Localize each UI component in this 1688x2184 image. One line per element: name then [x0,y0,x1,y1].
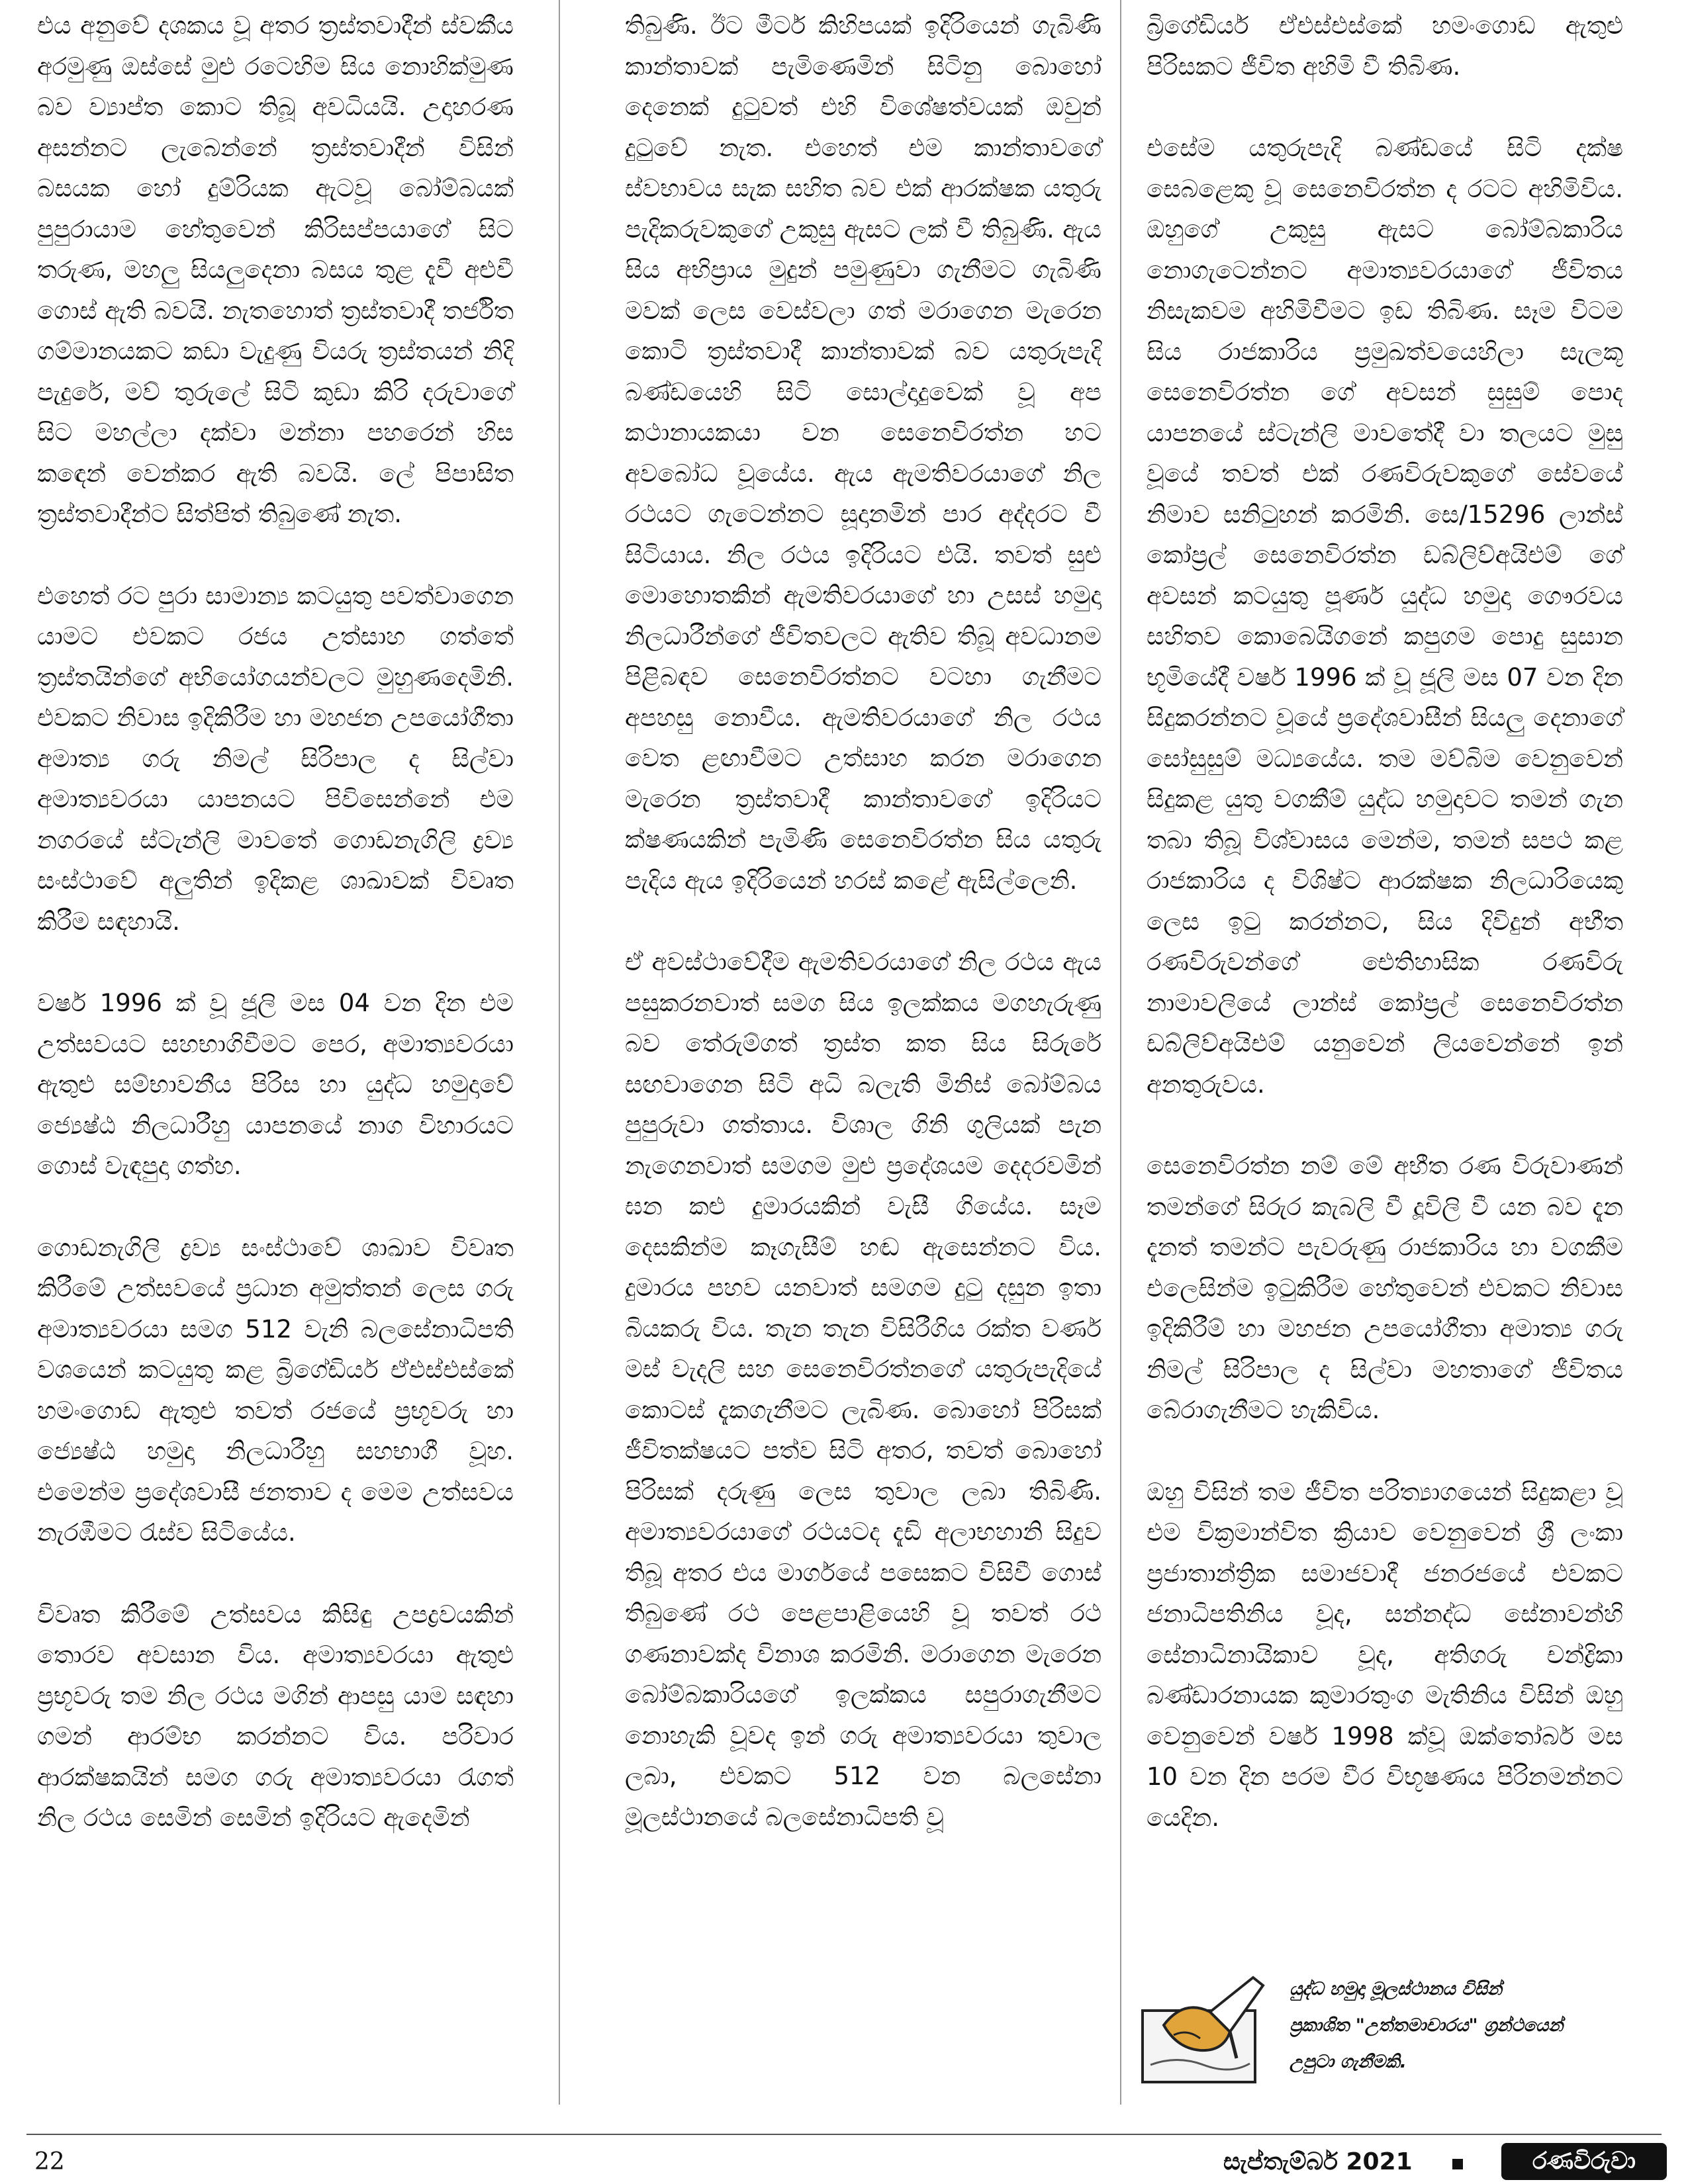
paragraph: තිබුණි. ඊට මීටර් කිහිපයක් ඉදිරියෙන් ගැබිණි කාන්තාවක් පැමිණෙමින් සිටිනු බොහෝ දෙනෙක් දුටුවත් එහි විශේෂත්වයක් ඔවුන් දුටුවේ නැත. එහෙත් එම කාන්තාවගේ ස්වභාවය සැක සහිත බව එක් ආරක්ෂක යතුරු පැදිකරුවකුගේ උකුසු ඇසට ලක් වී තිබුණි. ඇය සිය අභිප්‍රාය මුදුන් පමුණුවා ගැනීමට ගැබිණි මවක් ලෙස වෙස්වලා ගත් මරාගෙන මැරෙන කොටි ත්‍රස්තවාදී කාන්තාවක් බව යතුරුපැදි බණ්ඩයෙහි සිටි සොල්දාදුවෙක් වූ අප කථානායකයා වන සෙනෙවිරත්න හට අවබෝධ වූයේය. ඇය ඇමතිවරයාගේ නිල රථයට ගැටෙන්නට සූදානමින් පාර අද්දරට වී සිටියාය. නිල රථය ඉදිරියට එයි. තවත් සුළු මොහොතකින් ඇමතිවරයාගේ හා උසස් හමුදා නිලධාරීන්ගේ ජීවිතවලට ඇතිව තිබූ අවධානම පිළිබඳව සෙනෙවිරත්නට වටහා ගැනීමට අපහසු නොවීය. ඇමතිවරයාගේ නිල රථය වෙත ළඟාවීමට උත්සාහ කරන මරාගෙන මැරෙන ත්‍රස්තවාදී කාන්තාවගේ ඉදිරියට ක්ෂණයකින් පැමිණි සෙනෙවිරත්න සිය යතුරු පැදිය ඇය ඉදිරියෙන් හරස් කළේ ඇසිල්ලෙනි. [625,11,1102,895]
separator-square-icon [1452,2159,1463,2169]
credit-line-1: යුද්ධ හමුදා මූලස්ථානය විසින් [1289,1979,1502,1999]
paragraph: ඔහු විසින් තම ජීවිත පරිත්‍යාගයෙන් සිදුකළා වූ එම වික්‍රමාන්විත ක්‍රියාව වෙනුවෙන් ශ්‍රී ලංකා ප්‍රජාතාන්ත්‍රික සමාජවාදී ජනරජයේ එවකට ජනාධිපතිනිය වූද, සන්නද්ධ සේනාවන්හි සේනාධිනායිකාව වූද, අතිගරු චන්ද්‍රිකා බණ්ඩාරනායක කුමාරතුංග මැතිනිය විසින් ඔහු වෙනුවෙන් වර්ෂ 1998 ක්වූ ඔක්තෝබර් මස 10 වන දින පරම වීර විභූෂණය පිරිනමන්නට යෙදින. [1147,1477,1623,1832]
footer-rule [26,2134,1662,2135]
source-credit [1137,1966,1647,2105]
column-divider [559,0,560,2105]
article-column-1 [37,5,514,1839]
paragraph: ඒ අවස්ථාවේදීම ඇමතිවරයාගේ නිල රථය ඇය පසුකරනවාත් සමග සිය ඉලක්කය මගහැරුණු බව තේරුම්ගත් ත්‍රස්ත කත සිය සිරුරේ සඟවාගෙන සිටි අධි බලැති මිනිස් බෝම්බය පුපුරුවා ගත්තාය. විශාල ගිනි ගුලියක් පැන නැගෙනවාත් සමගම මුළු ප්‍රදේශයම දෙදරවමින් ඝන කළු දුමාරයකින් වැසී ගියේය. සෑම දෙසකින්ම කෑගැසීම් හඬ ඇසෙන්නට විය. දුමාරය පහව යනවාත් සමගම දුටු දසුන ඉතා බියකරු විය. තැන තැන විසිරීගිය රක්ත වර්ණ මස් වැදලි සහ සෙනෙවිරත්නගේ යතුරුපැදියේ කොටස් දැකගැනීමට ලැබිණ. බොහෝ පිරිසක් ජීවිතක්ෂයට පත්ව සිටි අතර, තවත් බොහෝ පිරිසක් දරුණු ලෙස තුවාල ලබා තිබිණි. අමාත්‍යවරයාගේ රථයටද දැඩි අලාභහානි සිදුව තිබූ අතර එය මාර්ගයේ පසෙකට විසිවී ගොස් තිබුණේ රථ පෙළපාළියෙහි වූ තවත් රථ ගණනාවක්ද විනාශ කරමිනි. මරාගෙන මැරෙන බෝම්බකාරියගේ ඉලක්කය සපුරාගැනීමට නොහැකි වූවද ඉන් ගරු අමාත්‍යවරයා තුවාල ලබා, එවකට 512 වන බලසේනා මූලස්ථානයේ බලසේනාධිපති වූ [625,948,1102,1831]
page-number: 22 [34,2148,65,2175]
article-column-3 [1147,5,1623,1838]
hand-writing-quill-icon [1137,1972,1270,2091]
paragraph: බ්‍රිගේඩියර් ඒඑස්එස්කේ හමංගොඩ ඇතුළු පිරිසකට ජීවිත අහිමි වී තිබිණ. [1147,11,1623,81]
paragraph: වර්ෂ 1996 ක් වූ ජූලි මස 04 වන දින එම උත්සවයට සහභාගිවීමට පෙර, අමාත්‍යවරයා ඇතුළු සම්භාවනීය පිරිස හා යුද්ධ හමුදාවේ ජ්‍යෙෂ්ඨ නිලධාරීහු යාපනයේ නාග විහාරයට ගොස් වැඳපුදා ගත්හ. [37,989,514,1180]
article-column-2 [625,5,1102,1837]
paragraph: එසේම යතුරුපැදි බණ්ඩයේ සිටි දක්ෂ සෙබළෙකු වූ සෙනෙවිරත්න ද රටට අහිමිවිය. ඔහුගේ උකුසු ඇසට බෝම්බකාරිය නොගැටෙන්නට අමාත්‍යවරයාගේ ජීවිතය නිසැකවම අහිමිවීමට ඉඩ තිබිණ. සෑම විටම සිය රාජකාරිය ප්‍රමුඛත්වයෙහිලා සැලකූ සෙනෙවිරත්න ගේ අවසන් සුසුම් පොද යාපනයේ ස්ටැන්ලි මාවතේදී වා තලයට මුසු වූයේ තවත් එක් රණවිරුවකුගේ සේවයේ නිමාව සනිටුහන් කරමිනි. සෙ/15296 ලාන්ස් කෝප්‍රල් සෙනෙවිරත්න ඩබ්ලිව්අයිඑම් ගේ අවසන් කටයුතු පූර්ණ යුද්ධ හමුදා ගෞරවය සහිතව කොබෙයිගනේ කපුගම පොදු සුසාන භූමියේදී වර්ෂ 1996 ක් වූ ජූලි මස 07 වන දින සිදුකරන්නට වූයේ ප්‍රදේශවාසීන් සියලු දෙනාගේ සෝසුසුම් මධ්‍යයේය. තම මව්බිම වෙනුවෙන් සිදුකළ යුතු වගකීම් යුද්ධ හමුදාවට තමන් ගැන තබා තිබූ විශ්වාසය මෙන්ම, තමන් සපථ කළ රාජකාරිය ද විශිෂ්ට ආරක්ෂක නිලධාරියෙකු ලෙස ඉටු කරන්නට, සිය දිවිදුන් අභීත රණවිරුවන්ගේ ඓතිහාසික රණවිරු නාමාවලියේ ලාන්ස් කෝප්‍රල් සෙනෙවිරත්න ඩබ්ලිව්අයිඑම් යනුවෙන් ලියවෙන්නේ ඉන් අනතුරුවය. [1147,134,1623,1099]
credit-line-2: ප්‍රකාශිත "උත්තමාචාරය" ග්‍රන්ථයෙන් [1289,2015,1564,2036]
column-divider [1120,0,1121,2105]
paragraph: සෙනෙවිරත්න නම් මේ අභීත රණ විරුවාණන් තමන්ගේ සිරුර කැබලි වී දූවිලි වී යන බව දැන දැනත් තමන්ට පැවරුණු රාජකාරිය හා වගකීම එලෙසින්ම ඉටුකිරීම හේතුවෙන් එවකට නිවාස ඉදිකිරීම් හා මහජන උපයෝගීතා අමාත්‍ය ගරු නිමල් සිරිපාල ද සිල්වා මහතාගේ ජීවිතය බේරාගැනීමට හැකිවිය. [1147,1152,1623,1424]
paragraph: විවෘත කිරීමේ උත්සවය කිසිඳු උපද්‍රවයකින් තොරව අවසාන විය. අමාත්‍යවරයා ඇතුළු ප්‍රභූවරු තම නිල රථය මගින් ආපසු යාම සඳහා ගමන් ආරම්භ කරන්නට විය. පරිවාර ආරක්ෂකයින් සමග ගරු අමාත්‍යවරයා රැගත් නිල රථය සෙමින් සෙමින් ඉදිරියට ඇදෙමින් [37,1600,514,1832]
magazine-brand: රණවිරුවා [1501,2143,1667,2180]
paragraph: එය අනුවේ දශකය වූ අතර ත්‍රස්තවාදීන් ස්වකීය අරමුණු ඔස්සේ මුළු රටෙහිම සිය නොහික්මුණ බව ව්‍යාප්ත කොට තිබූ අවධියයි. උදාහරණ අසන්නට ලැබෙන්නේ ත්‍රස්තවාදීන් විසින් බසයක හෝ දුම්රියක ඇටවූ බෝම්බයක් පුපුරායාම හේතුවෙන් කිරිසප්පයාගේ සිට තරුණ, මහලු සියලුදෙනා බසය තුළ දැවී අළුවී ගොස් ඇති බවයි. නැතහොත් ත්‍රස්තවාදී තර්ජිත ගම්මානයකට කඩා වැදුණු වියරු ත්‍රස්තයන් නිදි පැදුරේ, මව් තුරුලේ සිටි කුඩා කිරි දරුවාගේ සිට මහල්ලා දක්වා මන්නා පහරෙන් හිස කඳෙන් වෙන්කර ඇති බවයි. ලේ පිපාසිත ත්‍රස්තවාදීන්ට සිත්පිත් තිබුණේ නැත. [37,11,514,528]
paragraph: ගොඩනැගිලි ද්‍රව්‍ය සංස්ථාවේ ශාඛාව විවෘත කිරීමේ උත්සවයේ ප්‍රධාන අමුත්තන් ලෙස ගරු අමාත්‍යවරයා සමග 512 වැනි බලසේනාධිපති වශයෙන් කටයුතු කළ බ්‍රිගේඩියර් ඒඑස්එස්කේ හමංගොඩ ඇතුළු තවත් රජයේ ප්‍රභූවරු හා ජ්‍යෙෂ්ඨ හමුදා නිලධාරීහු සහභාගී වූහ. එමෙන්ම ප්‍රදේශවාසී ජනතාව ද මෙම උත්සවය නැරඹීමට රැස්ව සිටියේය. [37,1233,514,1547]
paragraph: එහෙත් රට පුරා සාමාන්‍ය කටයුතු පවත්වාගෙන යාමට එවකට රජය උත්සාහ ගත්තේ ත්‍රස්තයින්ගේ අභියෝගයන්වලට මුහුණදෙමිනි. එවකට නිවාස ඉදිකිරීම හා මහජන උපයෝගීතා අමාත්‍ය ගරු නිමල් සිරිපාල ද සිල්වා අමාත්‍යවරයා යාපනයට පිවිසෙන්නේ එම නගරයේ ස්ටැන්ලි මාවතේ ගොඩනැගිලි ද්‍රව්‍ය සංස්ථාවේ අලුතින් ඉදිකළ ශාඛාවක් විවෘත කිරීම සඳහායි. [37,581,514,936]
issue-date: සැප්තැම්බර් 2021 [1223,2148,1413,2175]
credit-line-3: උපුටා ගැනීමකි. [1289,2052,1407,2072]
